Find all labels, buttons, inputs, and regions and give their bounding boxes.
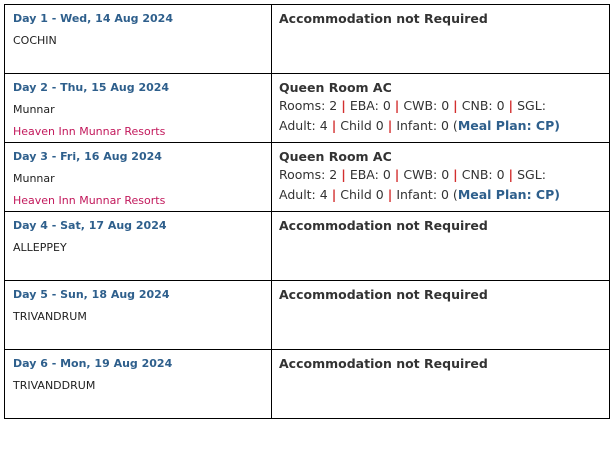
table-row <box>5 5 610 74</box>
day-label: Day 4 - Sat, 17 Aug 2024 <box>13 219 167 232</box>
itinerary-table <box>4 4 610 419</box>
city-name: ALLEPPEY <box>13 241 67 254</box>
separator: | <box>394 167 400 182</box>
meal-plan: Meal Plan: CP) <box>457 118 560 133</box>
eba-count: EBA: 0 <box>349 98 391 113</box>
occupancy-line-1 <box>279 96 602 116</box>
rooms-count: Rooms: 2 <box>279 98 338 113</box>
day-cell <box>5 74 272 143</box>
cwb-count: CWB: 0 <box>403 98 450 113</box>
occupancy-line-1 <box>279 165 602 185</box>
day-label: Day 5 - Sun, 18 Aug 2024 <box>13 288 170 301</box>
separator: | <box>453 98 458 113</box>
accommodation-status: Accommodation not Required <box>279 11 488 26</box>
infant-count: Infant: 0 ( <box>396 187 458 202</box>
accommodation-status: Accommodation not Required <box>279 356 488 371</box>
separator: | <box>331 187 337 202</box>
separator: | <box>331 118 337 133</box>
day-cell <box>5 143 272 212</box>
child-count: Child 0 <box>340 118 384 133</box>
accommodation-cell <box>272 143 610 212</box>
occupancy-line-2 <box>279 185 602 205</box>
table-row <box>5 143 610 212</box>
room-type: Queen Room AC <box>279 149 392 164</box>
hotel-link[interactable]: Heaven Inn Munnar Resorts <box>13 125 166 138</box>
infant-count: Infant: 0 ( <box>396 118 458 133</box>
table-row <box>5 281 610 350</box>
accommodation-cell <box>272 5 610 74</box>
table-row <box>5 74 610 143</box>
room-type: Queen Room AC <box>279 80 392 95</box>
child-count: Child 0 <box>340 187 384 202</box>
accommodation-cell <box>272 74 610 143</box>
occupancy-line-2 <box>279 116 602 136</box>
cwb-count: CWB: 0 <box>403 167 450 182</box>
city-name: Munnar <box>13 103 55 116</box>
accommodation-cell <box>272 350 610 419</box>
city-name: Munnar <box>13 172 55 185</box>
separator: | <box>341 98 346 113</box>
accommodation-status: Accommodation not Required <box>279 218 488 233</box>
sgl-count: SGL: <box>517 98 546 113</box>
separator: | <box>508 98 514 113</box>
separator: | <box>453 167 458 182</box>
rooms-count: Rooms: 2 <box>279 167 338 182</box>
city-name: TRIVANDRUM <box>13 310 87 323</box>
day-cell <box>5 5 272 74</box>
day-label: Day 3 - Fri, 16 Aug 2024 <box>13 150 162 163</box>
accommodation-status: Accommodation not Required <box>279 287 488 302</box>
separator: | <box>394 98 400 113</box>
day-cell <box>5 350 272 419</box>
accommodation-cell <box>272 281 610 350</box>
separator: | <box>341 167 346 182</box>
table-row <box>5 350 610 419</box>
day-label: Day 2 - Thu, 15 Aug 2024 <box>13 81 170 94</box>
day-cell <box>5 281 272 350</box>
cnb-count: CNB: 0 <box>461 167 505 182</box>
day-label: Day 1 - Wed, 14 Aug 2024 <box>13 12 173 25</box>
cnb-count: CNB: 0 <box>461 98 505 113</box>
separator: | <box>387 118 393 133</box>
meal-plan: Meal Plan: CP) <box>457 187 560 202</box>
hotel-link[interactable]: Heaven Inn Munnar Resorts <box>13 194 166 207</box>
separator: | <box>508 167 514 182</box>
adult-count: Adult: 4 <box>279 118 328 133</box>
city-name: TRIVANDDRUM <box>13 379 96 392</box>
table-row <box>5 212 610 281</box>
sgl-count: SGL: <box>517 167 546 182</box>
day-label: Day 6 - Mon, 19 Aug 2024 <box>13 357 173 370</box>
eba-count: EBA: 0 <box>349 167 391 182</box>
separator: | <box>387 187 393 202</box>
city-name: COCHIN <box>13 34 57 47</box>
accommodation-cell <box>272 212 610 281</box>
adult-count: Adult: 4 <box>279 187 328 202</box>
day-cell <box>5 212 272 281</box>
